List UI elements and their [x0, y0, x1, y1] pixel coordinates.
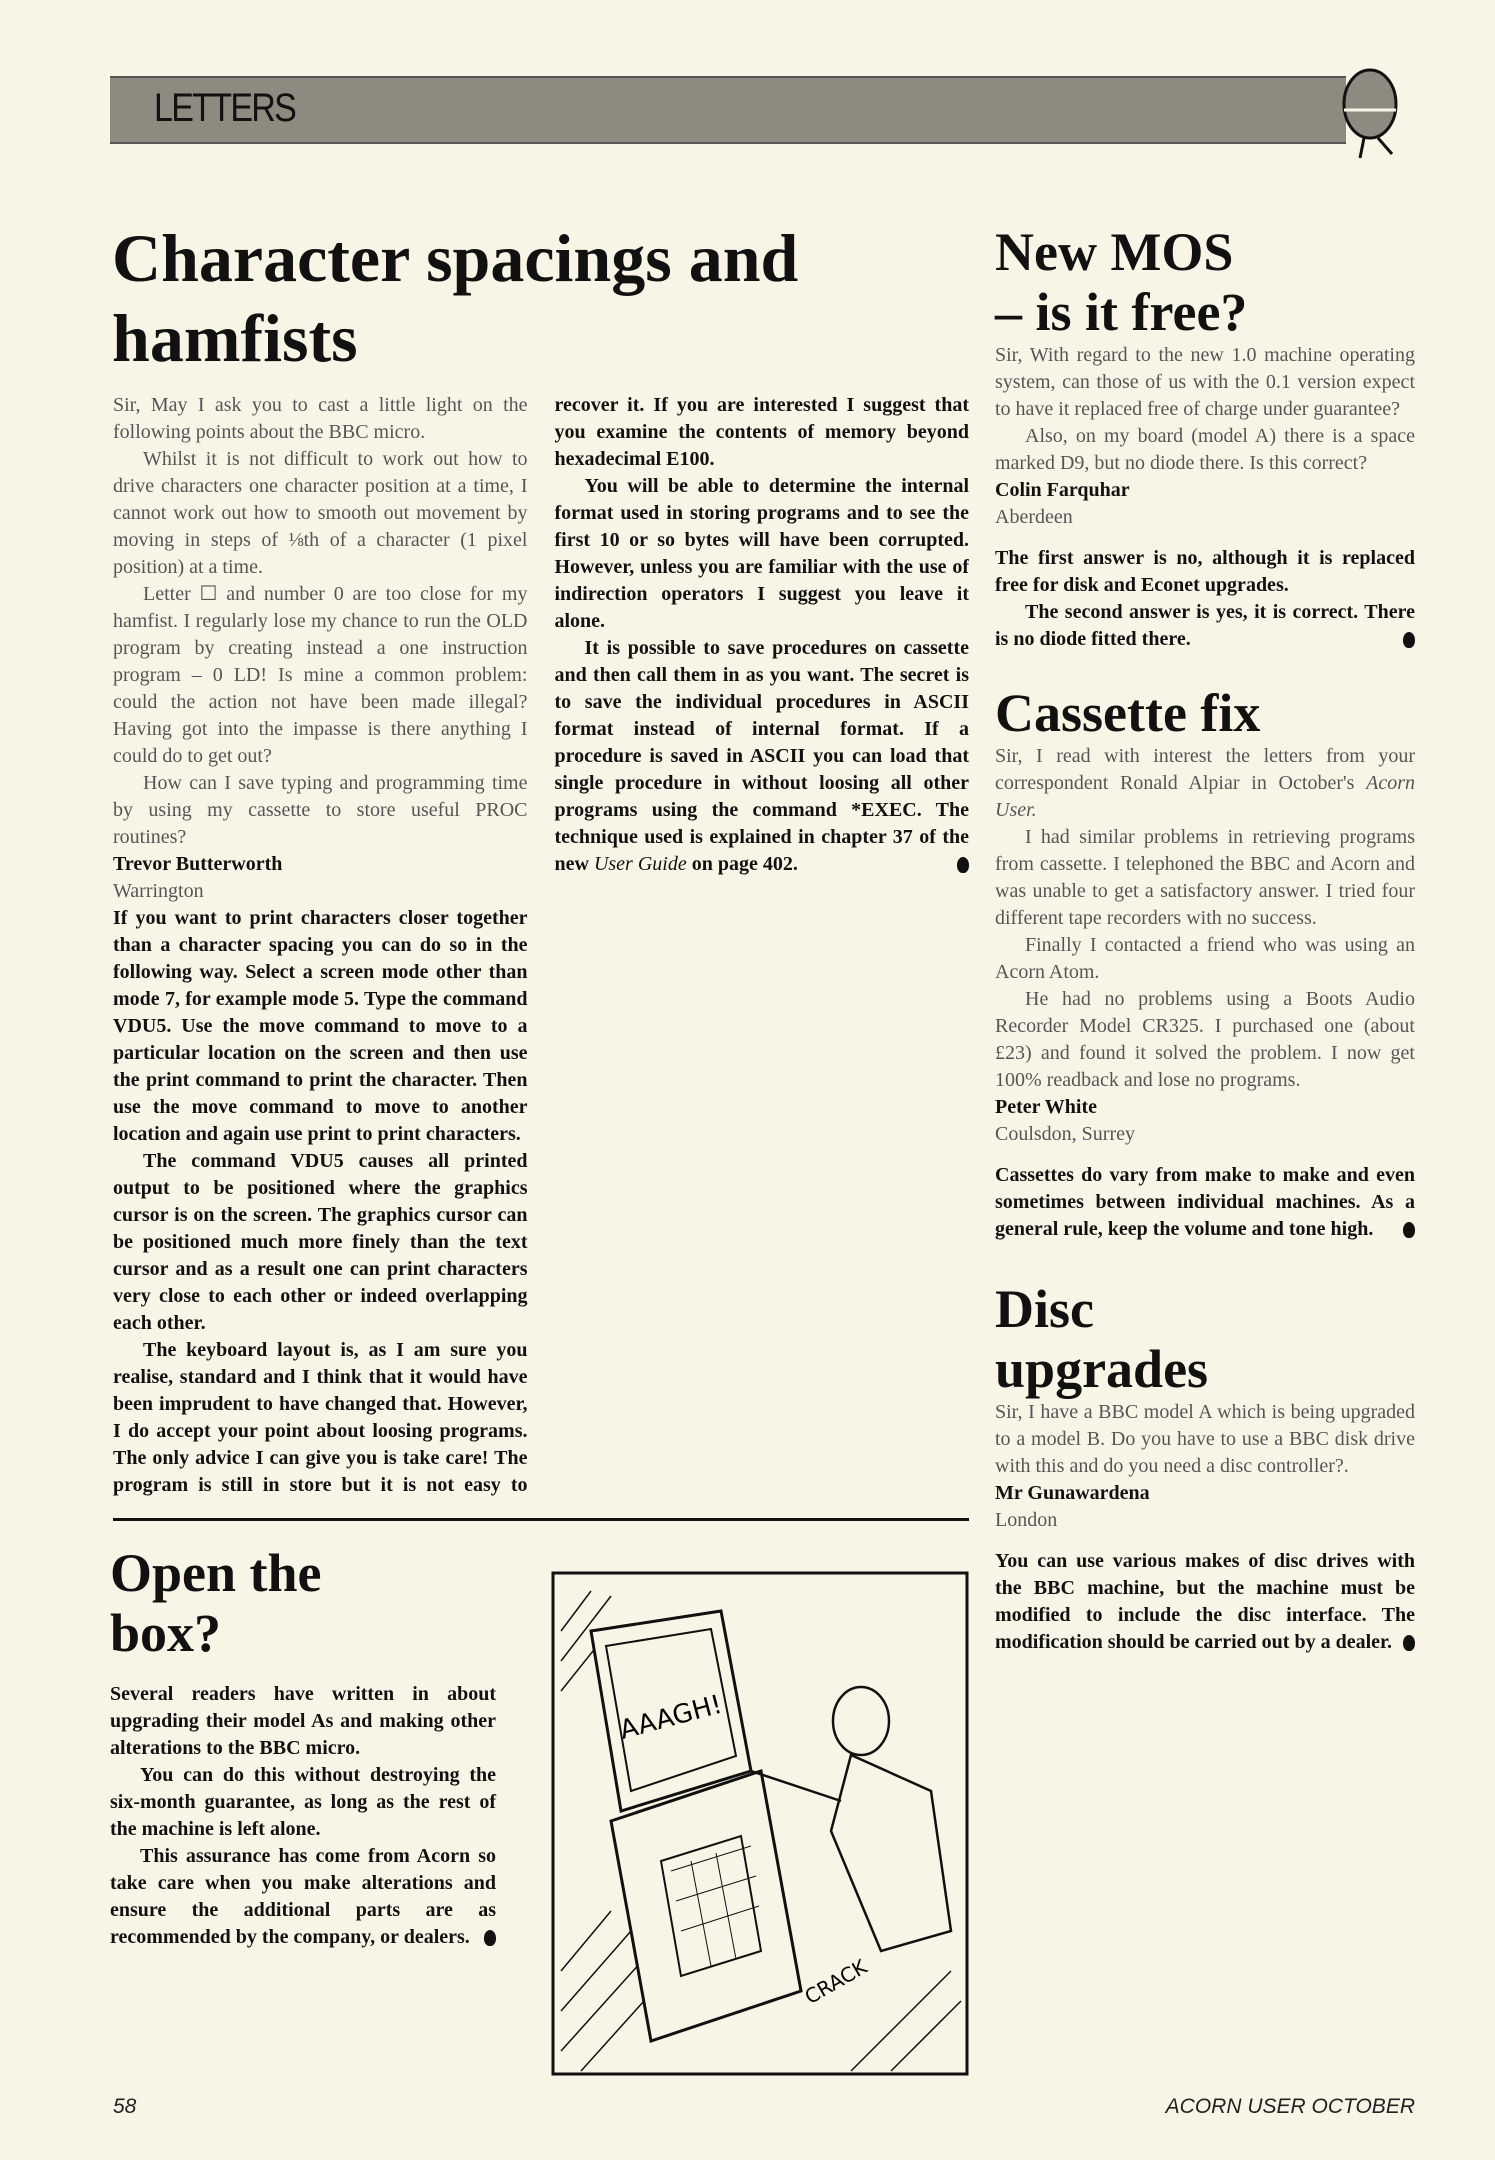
cartoon-sound-text: CRACK — [800, 1954, 871, 2009]
letter-paragraph: Sir, I have a BBC model A which is being upgraded to a model B. Do you have to use a BBC disk drive with this and do you need a disc controller?. — [995, 1401, 1415, 1477]
answer-paragraph: You can use various makes of disc drives with the BBC machine, but the machine must be modified to include the disc interface. The modification should be carried out by a dealer. — [995, 1550, 1415, 1653]
end-mark-icon — [957, 857, 969, 873]
letter-place: London — [995, 1509, 1058, 1531]
letter-signature: Trevor Butterworth — [113, 853, 283, 875]
divider — [113, 1518, 969, 1521]
end-mark-icon — [1403, 1635, 1415, 1651]
letter-paragraph: Sir, May I ask you to cast a little light on the following points about the BBC micro. — [113, 394, 528, 443]
letter3-title: Cassette fix — [995, 683, 1261, 743]
letter-paragraph: Sir, With regard to the new 1.0 machine operating system, can those of us with the 0.1 version expect to have it replaced free of charge under guarantee? — [995, 344, 1415, 420]
page-number: 58 — [113, 2095, 137, 2118]
letter1-columns — [113, 392, 969, 1510]
letter-signature: Colin Farquhar — [995, 479, 1130, 501]
answer-paragraph: If you want to print characters closer together than a character spacing you can do so in the following way. Select a screen mode other than mode 7, for example mode 5. Type the command VDU5. Use the move command to move to a particular location on the screen and then use the print command to print the character. Then use the move command to move to another location and again use print to print characters. — [113, 907, 528, 1145]
letter-paragraph: Letter ☐ and number 0 are too close for my hamfist. I regularly lose my chance to run the OLD program by creating instead a one instruction program – 0 LD! Is mine a common problem: could the action not have been made illegal? Having got into the impasse is there anything I could do to get out? — [113, 583, 528, 767]
box-article — [110, 1543, 496, 1951]
box-paragraph: This assurance has come from Acorn so take care when you make alterations and ensure the additional parts are as recommended by the company, or dealers. — [110, 1845, 496, 1948]
answer-paragraph: The second answer is yes, it is correct. There is no diode fitted there. — [995, 601, 1415, 650]
egg-logo-icon — [1330, 62, 1410, 162]
letter-paragraph: I had similar problems in retrieving programs from cassette. I telephoned the BBC and Acorn and was unable to get a satisfactory answer. I tried four different tape recorders with no success. — [995, 826, 1415, 929]
letter-signature: Mr Gunawardena — [995, 1482, 1150, 1504]
answer-paragraph: Cassettes do vary from make to make and even sometimes between individual machines. As a general rule, keep the volume and tone high. — [995, 1164, 1415, 1240]
end-mark-icon — [484, 1930, 496, 1946]
answer-paragraph: The command VDU5 causes all printed output to be positioned where the graphics cursor is on the screen. The graphics cursor can be positioned much more finely than the text cursor and as a result one can print characters very close to each other or indeed overlapping each other. — [113, 1150, 528, 1334]
section-title: LETTERS — [154, 86, 296, 130]
box-paragraph: You can do this without destroying the six-month guarantee, as long as the rest of the machine is left alone. — [110, 1764, 496, 1840]
section-header-bar — [110, 76, 1346, 144]
book-title: User Guide — [593, 853, 687, 875]
answer-paragraph: You will be able to determine the internal format used in storing programs and to see the first 10 or so bytes will have been corrupted. However, unless you are familiar with the use of indirection operators I suggest you leave it alone. — [554, 475, 969, 632]
letter-place: Aberdeen — [995, 506, 1073, 528]
letter-paragraph: He had no problems using a Boots Audio Recorder Model CR325. I purchased one (about £23) and found it solved the problem. I now get 100% readback and lose no programs. — [995, 988, 1415, 1091]
cartoon-screen-text: AAAGH! — [616, 1689, 726, 1746]
end-mark-icon — [1403, 1222, 1415, 1238]
answer-paragraph: It is possible to save procedures on cassette and then call them in as you want. The secret is to save the individual procedures in ASCII format instead of internal format. If a procedure is saved in ASCII you can load that single procedure in without loosing all other programs using the command *EXEC. The technique used is explained in chapter 37 of the new User Guide on page 402. — [554, 637, 969, 875]
letter-signature: Peter White — [995, 1096, 1098, 1118]
letter-paragraph: Sir, I read with interest the letters from your correspondent Ronald Alpiar in October's Acorn User. — [995, 745, 1415, 821]
magazine-footer: ACORN USER OCTOBER — [1165, 2095, 1415, 2118]
cartoon-illustration — [551, 1571, 969, 2076]
box-title: Open the box? — [110, 1543, 322, 1663]
answer-paragraph: The keyboard layout is, as I am sure you realise, standard and I think that it would have been imprudent to have changed that. However, I do accept your point about loosing programs. The only advice I can give you is take care! The program is still in store but it is not easy to recover it. If you are interested I suggest that you examine the contents of memory beyond hexadecimal E100. — [113, 394, 969, 1496]
answer-paragraph: The first answer is no, although it is replaced free for disk and Econet upgrades. — [995, 547, 1415, 596]
letter-paragraph: Finally I contacted a friend who was using an Acorn Atom. — [995, 934, 1415, 983]
letter4-title: Disc upgrades — [995, 1279, 1209, 1399]
letter1-title: Character spacings and hamfists — [112, 220, 799, 376]
letter-paragraph: How can I save typing and programming time by using my cassette to store useful PROC routines? — [113, 772, 528, 848]
letter-paragraph: Also, on my board (model A) there is a space marked D9, but no diode there. Is this correct? — [995, 425, 1415, 474]
box-paragraph: Several readers have written in about upgrading their model As and making other alterations to the BBC micro. — [110, 1683, 496, 1759]
letter-place: Coulsdon, Surrey — [995, 1123, 1135, 1145]
right-column — [995, 222, 1415, 1656]
letter2-title: New MOS – is it free? — [995, 222, 1248, 342]
end-mark-icon — [1403, 632, 1415, 648]
letter-paragraph: Whilst it is not difficult to work out how to drive characters one character position at a time, I cannot work out how to smooth out movement by moving in steps of ⅛th of a character (1 pixel position) at a time. — [113, 448, 528, 578]
letter-place: Warrington — [113, 880, 204, 902]
